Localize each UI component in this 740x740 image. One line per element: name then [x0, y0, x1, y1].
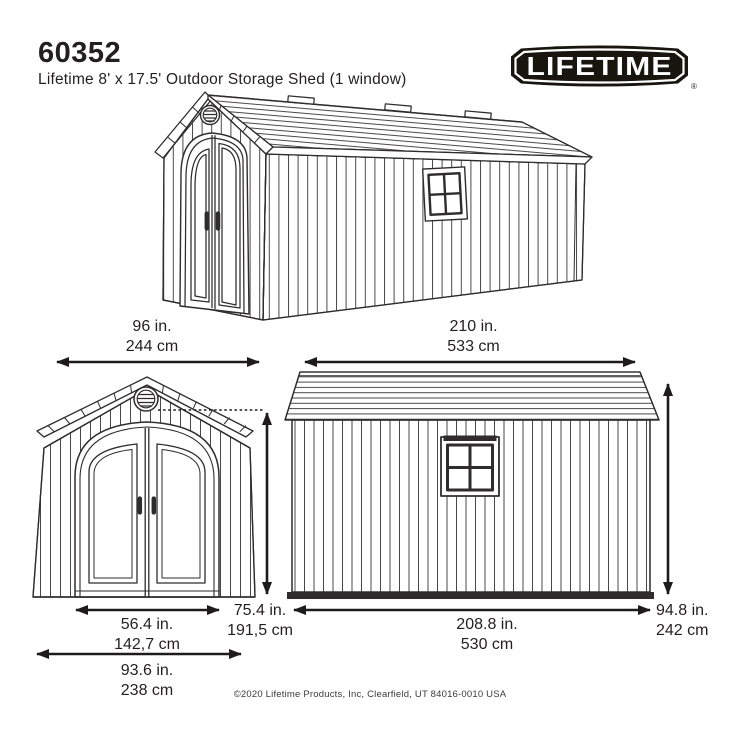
product-title: Lifetime 8' x 17.5' Outdoor Storage Shed (1 window)	[38, 71, 407, 88]
window-3d	[423, 167, 468, 221]
doors-3d	[180, 133, 249, 314]
shed-3d-perspective-view	[95, 88, 625, 338]
logo-brand-text: LIFETIME	[526, 51, 673, 81]
overall-height-label: 94.8 in. 242 cm	[656, 602, 709, 639]
model-number: 60352	[38, 37, 122, 69]
copyright-text: ©2020 Lifetime Products, Inc, Clearfield, UT 84016-0010 USA	[233, 689, 507, 700]
side-window	[441, 436, 499, 497]
registered-trademark-icon: ®	[691, 82, 697, 91]
side-roof	[285, 372, 659, 420]
shed-front-view	[28, 374, 275, 602]
roof-length-label: 210 in. 533 cm	[447, 318, 500, 355]
gable-vent-icon-front	[134, 387, 158, 411]
title-block	[38, 38, 407, 89]
lifetime-logo-badge	[508, 43, 691, 89]
gable-vent-icon-3d	[201, 106, 220, 125]
side-base	[287, 592, 654, 599]
front-width-label: 96 in. 244 cm	[125, 318, 179, 355]
door-width-label: 56.4 in. 142,7 cm	[114, 616, 180, 653]
lifetime-logo	[508, 43, 691, 89]
door-height-label: 75.4 in. 191,5 cm	[227, 602, 293, 639]
front-doors	[75, 422, 219, 597]
base-length-label: 208.8 in. 530 cm	[456, 616, 518, 653]
base-width-label: 93.6 in. 238 cm	[120, 662, 174, 699]
shed-side-view	[283, 368, 663, 603]
